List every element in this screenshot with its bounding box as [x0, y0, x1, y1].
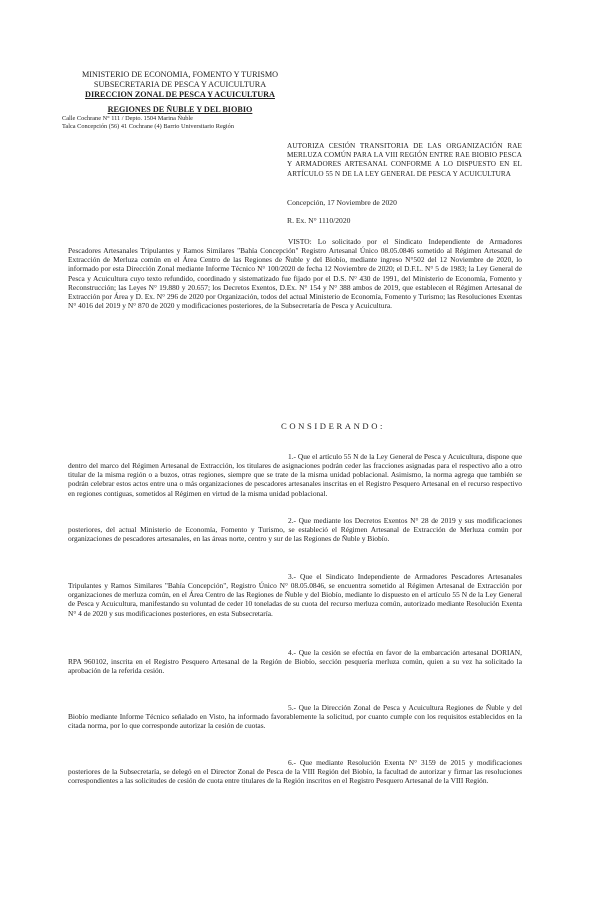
- considerando-item: [68, 452, 522, 498]
- regiones-line: REGIONES DE ÑUBLE Y DEL BIOBIO: [107, 105, 253, 114]
- considerando-item: [68, 758, 522, 785]
- considerando-item: [68, 516, 522, 543]
- considerando-text: 4.- Que la cesión se efectúa en favor de la embarcación artesanal DORIAN, RPA 960102, inscrita en el Registro Pesquero Artesanal de la Región de Biobío, sección pesquería merluza común, quien a su vez ha solicitado la aprobación de la referida cesión.: [68, 648, 522, 676]
- considerando-item: [68, 648, 522, 675]
- letterhead: [60, 70, 300, 131]
- considerando-item: [68, 703, 522, 730]
- visto-text: VISTO: Lo solicitado por el Sindicato Independiente de Armadores Pescadores Artesanales Tripulantes y Ramos Similares "Bahía Concepción" Registro Artesanal Único 08.05.0846 sometido al Régimen Artesanal de Extracción de Merluza común en el Área Centro de las Regiones de Ñuble y del Biobío, mediante ingreso N°502 del 12 Noviembre de 2020, lo informado por esta Dirección Zonal mediante Informe Técnico N° 100/2020 de fecha 12 Noviembre de 2020; el D.F.L. N° 5 de 1983; la Ley General de Pesca y Acuicultura cuyo texto refundido, coordinado y sistematizado fue fijado por el D.S. N° 430 de 1991, del Ministerio de Economía, Fomento y Reconstrucción; las Leyes N° 19.880 y 20.657; los Decretos Exentos, D.Ex. N° 154 y N° 388 ambos de 2019, que establecen el Régimen Artesanal de Extracción por Área y D. Ex. N° 296 de 2020 por Organización, todos del actual Ministerio de Economía, Fomento y Turismo; las Resoluciones Exentas N° 4016 del 2019 y N° 870 de 2020 y modificaciones posteriores, de la Subsecretaría de Pesca y Acuicultura.: [68, 237, 522, 311]
- considerando-text: 5.- Que la Dirección Zonal de Pesca y Acuicultura Regiones de Ñuble y del Biobío mediante Informe Técnico señalado en Visto, ha informado favorablemente la solicitud, por cuanto cumple con los requisitos establecidos en la citada norma, por lo que corresponde autorizar la cesión de cuotas.: [68, 703, 522, 731]
- considerando-item: [68, 572, 522, 618]
- considerando-text: 2.- Que mediante los Decretos Exentos N° 28 de 2019 y sus modificaciones posteriores, del actual Ministerio de Economía, Fomento y Turismo, se estableció el Régimen Artesanal de Extracción de Merluza común por organizaciones de pescadores artesanales, en las áreas norte, centro y sur de las Regiones de Ñuble y Biobío.: [68, 516, 522, 544]
- address-line-1: Calle Cochrane N° 111 / Depto. 1504 Marina Ñuble: [62, 115, 193, 122]
- subsecretaria-line: SUBSECRETARIA DE PESCA Y ACUICULTURA: [93, 80, 267, 89]
- visto-paragraph: [68, 237, 522, 310]
- reference-block: AUTORIZA CESIÓN TRANSITORIA DE LAS ORGANIZACIÓN RAE MERLUZA COMÚN PARA LA VIII REGIÓN ENTRE RAE BIOBIO PESCA Y ARMADORES ARTESANAL CONFORME A LO DISPUESTO EN EL ARTÍCULO 55 N DE LA LEY GENERAL DE PESCA Y ACUICULTURA: [287, 142, 522, 178]
- date-line: Concepción, 17 Noviembre de 2020: [287, 198, 397, 207]
- considerando-heading: CONSIDERANDO:: [281, 421, 385, 431]
- considerando-text: 1.- Que el artículo 55 N de la Ley General de Pesca y Acuicultura, dispone que dentro del marco del Régimen Artesanal de Extracción, los titulares de asignaciones podrán ceder las fracciones asignadas para el respectivo año a otro titular de la misma región o a buzos, otras regiones, siempre que se trate de la misma unidad poblacional. Asimismo, la norma agrega que también se podrán celebrar estos actos entre una o más organizaciones de pescadores artesanales inscritas en el Registro Pesquero Artesanal en el recurso respectivo en regiones contiguas, sometidos al Régimen en virtud de la misma unidad poblacional.: [68, 452, 522, 498]
- direccion-line: DIRECCION ZONAL DE PESCA Y ACUICULTURA: [85, 90, 275, 99]
- resolution-number: R. Ex. N° 1110/2020: [287, 216, 351, 225]
- ministry-line: MINISTERIO DE ECONOMIA, FOMENTO Y TURISMO: [81, 70, 279, 79]
- considerando-text: 6.- Que mediante Resolución Exenta N° 3159 de 2015 y modificaciones posteriores de la Subsecretaría, se delegó en el Director Zonal de Pesca de la VIII Región del Biobío, la facultad de autorizar y firmar las resoluciones correspondientes a las solicitudes de cesión de cuota entre titulares de la Región inscritos en el Registro Pesquero Artesanal de la VIII Región.: [68, 758, 522, 786]
- address-line-2: Talca Concepción (56) 41 Cochrane (4) Barrio Universitario Región: [62, 123, 234, 130]
- considerando-text: 3.- Que el Sindicato Independiente de Armadores Pescadores Artesanales Tripulantes y Ramos Similares "Bahía Concepción", Registro Único N° 08.05.0846, se encuentra sometido al Régimen Artesanal de Extracción por organizaciones de merluza común, en el Área Centro de las Regiones de Ñuble y del Biobío, mediante lo dispuesto en el artículo 55 N de la Ley General de Pesca y Acuicultura, manifestando su voluntad de ceder 10 toneladas de su cuota del recurso merluza común, autorizado mediante Resolución Exenta N° 4 de 2020 y sus modificaciones posteriores, en esta Subsecretaría.: [68, 572, 522, 618]
